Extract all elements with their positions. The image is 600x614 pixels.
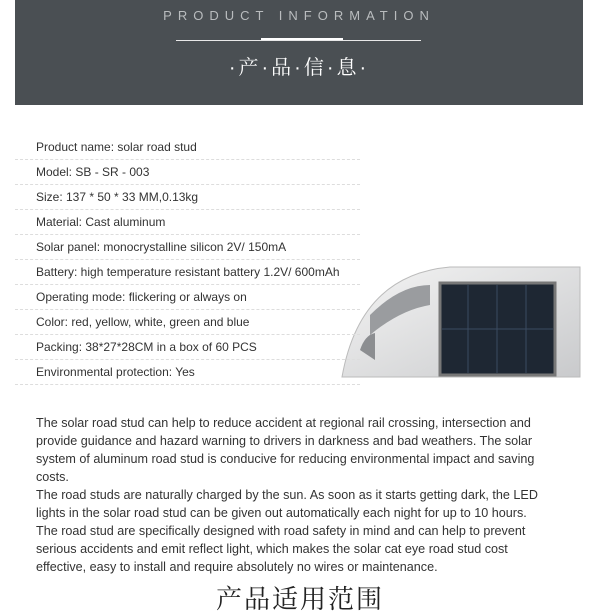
product-info-banner [15,0,583,105]
description-line: The road studs are naturally charged by the sun. As soon as it starts getting dark, the LED [36,488,538,502]
next-section-heading: 产品适用范围 [215,584,384,614]
description-line: lights in the solar road stud can be given out automatically each night for up to 10 hours. [36,506,527,520]
spec-item: Battery: high temperature resistant battery 1.2V/ 600mAh [15,260,360,285]
description-line: serious accidents and emit reflect light, which makes the solar cat eye road stud cost [36,542,508,556]
spec-item: Material: Cast aluminum [15,210,360,235]
banner-title-cn: ·产·品·信·息· [228,57,370,79]
description-line: provide guidance and hazard warning to drivers in darkness and bad weathers. The solar [36,434,533,448]
spec-item: Color: red, yellow, white, green and blue [15,310,360,335]
spec-item: Environmental protection: Yes [15,360,360,385]
spec-item: Size: 137 * 50 * 33 MM,0.13kg [15,185,360,210]
solar-road-stud-image [340,265,585,385]
description-line: system of aluminum road stud is conducive for reducing environmental impact and saving [36,452,535,466]
divider-accent [261,38,343,40]
description-line: The road stud are specifically designed with road safety in mind and can help to prevent [36,524,526,538]
spec-list [15,135,360,385]
spec-item: Solar panel: monocrystalline silicon 2V/ 150mA [15,235,360,260]
divider [176,40,421,41]
spec-item: Model: SB - SR - 003 [15,160,360,185]
product-description [36,414,596,576]
spec-item: Packing: 38*27*28CM in a box of 60 PCS [15,335,360,360]
banner-title-en: PRODUCT INFORMATION [163,8,435,23]
spec-item: Operating mode: flickering or always on [15,285,360,310]
description-line: The solar road stud can help to reduce accident at regional rail crossing, intersection and [36,416,531,430]
spec-item: Product name: solar road stud [15,135,360,160]
description-line: costs. [36,470,69,484]
description-line: effective, easy to install and require absolutely no wires or maintenance. [36,560,438,574]
